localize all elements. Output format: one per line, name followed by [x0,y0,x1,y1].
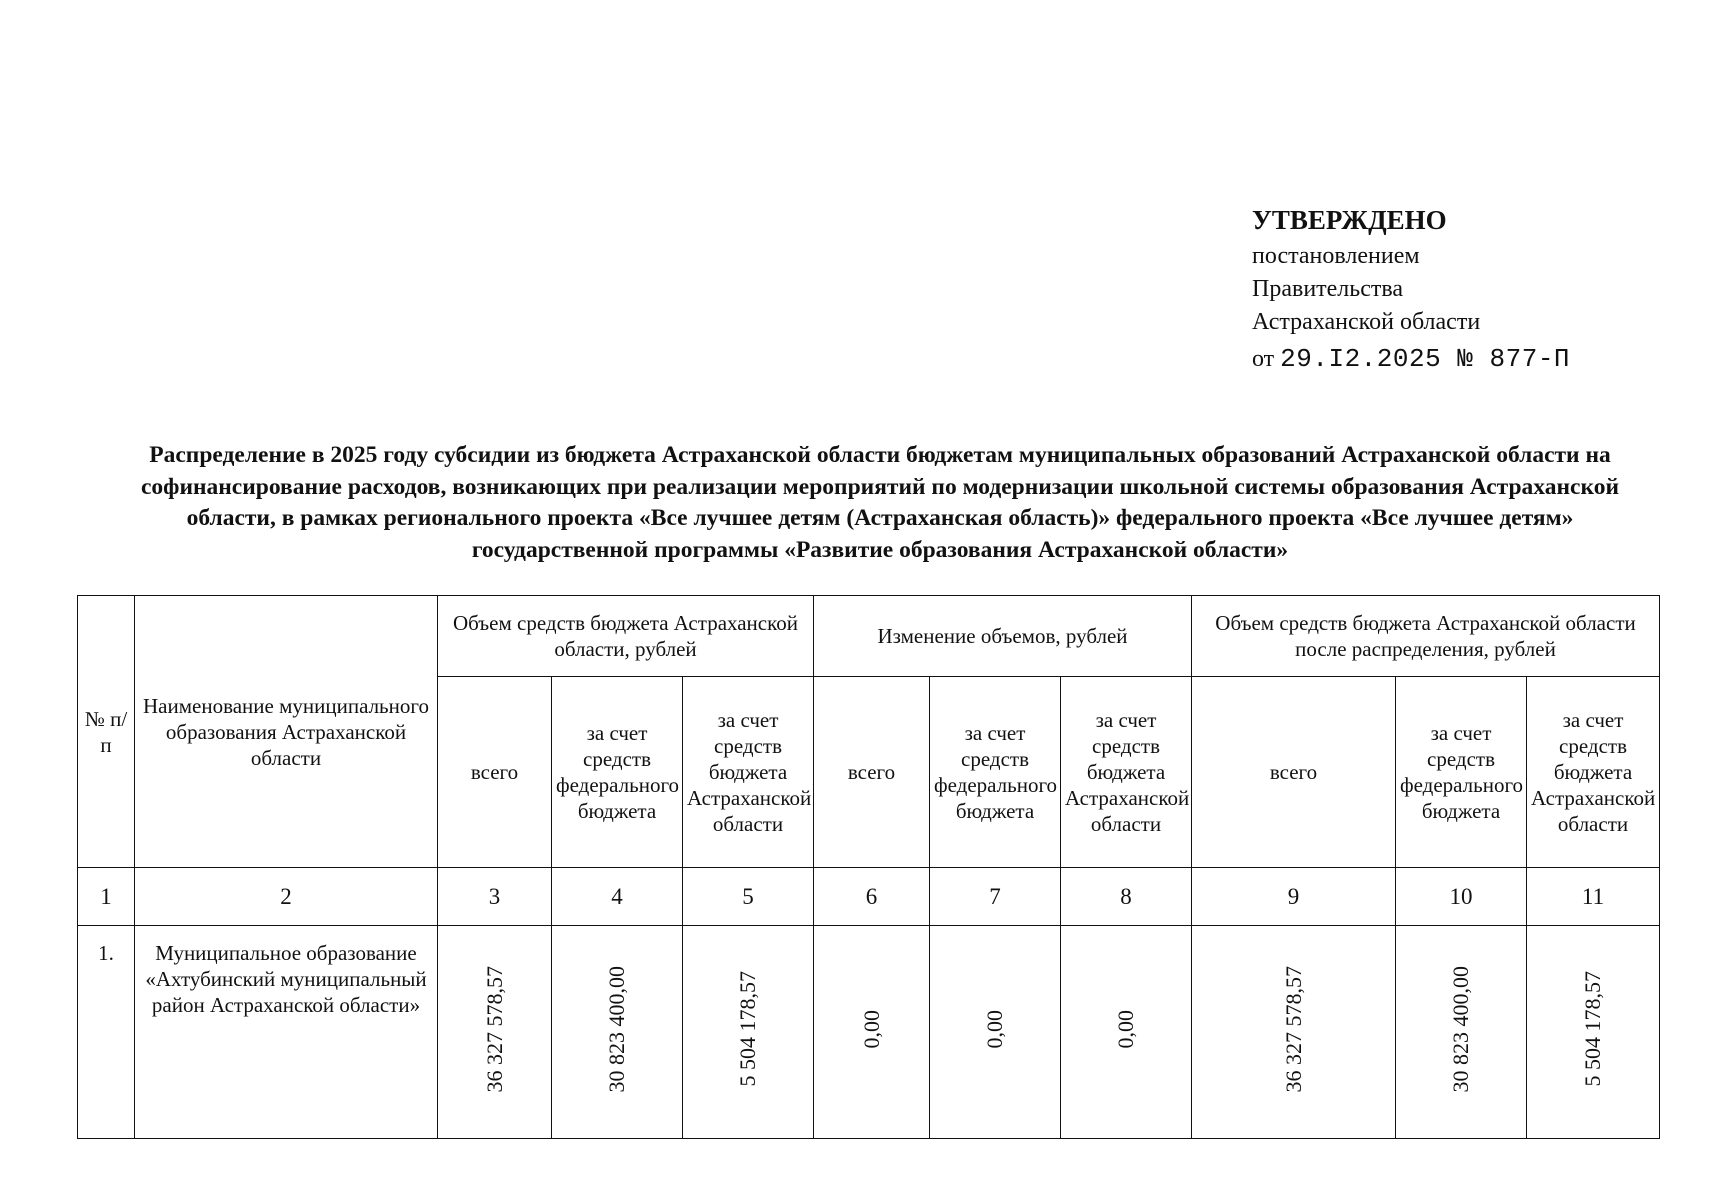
column-number: 10 [1396,868,1527,926]
column-number: 9 [1192,868,1396,926]
column-number: 6 [814,868,930,926]
column-numbers-row [78,868,1660,926]
value-after-federal: 30 823 400,00 [1448,965,1473,1093]
header-group-before: Объем средств бюджета Астраханской области, рублей [438,596,814,677]
approval-block [1252,204,1570,376]
column-number: 4 [552,868,683,926]
approval-stamp: УТВЕРЖДЕНО [1252,205,1447,235]
header-change-federal: за счет средств федерального бюджета [930,677,1061,868]
header-row-groups [78,596,1660,677]
approval-date-line [1252,343,1570,376]
approval-date-number: 29.I2.2025 № 877-П [1280,344,1571,374]
cell-change-total [814,926,930,1139]
cell-before-total [438,926,552,1139]
column-number: 3 [438,868,552,926]
header-group-after: Объем средств бюджета Астраханской области после распределения, рублей [1192,596,1660,677]
header-after-federal: за счет средств федерального бюджета [1396,677,1527,868]
cell-before-regional [683,926,814,1139]
value-change-regional: 0,00 [1113,1009,1138,1049]
header-change-total: всего [814,677,930,868]
column-number: 5 [683,868,814,926]
approval-line-2: Правительства [1252,276,1404,302]
value-before-total: 36 327 578,57 [481,965,507,1093]
header-after-total: всего [1192,677,1396,868]
column-number: 8 [1061,868,1192,926]
approval-date-prefix: от [1252,346,1275,372]
row-index: 1. [78,926,135,1139]
value-after-total: 36 327 578,57 [1280,965,1306,1093]
header-before-total: всего [438,677,552,868]
cell-after-federal [1396,926,1527,1139]
column-number: 1 [78,868,135,926]
header-change-regional: за счет средств бюджета Астраханской области [1061,677,1192,868]
cell-change-regional [1061,926,1192,1139]
column-number: 7 [930,868,1061,926]
column-number: 11 [1527,868,1660,926]
column-number: 2 [135,868,438,926]
approval-line-3: Астраханской области [1252,309,1481,335]
document-title: Распределение в 2025 году субсидии из бюджета Астраханской области бюджетам муниципальных образований Астраханской области на софинансирование расходов, возникающих при реализации мероприятий по модернизации школьной системы образования Астраханской области, в рамках регионального проекта «Все лучшее детям (Астраханская область)» федерального проекта «Все лучшее детям» государственной программы «Развитие образования Астраханской области» [141,442,1619,563]
cell-change-federal [930,926,1061,1139]
value-after-regional: 5 504 178,57 [1580,971,1605,1087]
cell-before-federal [552,926,683,1139]
header-group-change: Изменение объемов, рублей [814,596,1192,677]
value-before-federal: 30 823 400,00 [604,965,629,1093]
value-change-federal: 0,00 [982,1009,1007,1049]
distribution-table [77,595,1660,1139]
cell-after-regional [1527,926,1660,1139]
header-before-federal: за счет средств федерального бюджета [552,677,683,868]
header-index: № п/п [78,596,135,868]
table-row [78,926,1660,1139]
row-municipality-name: Муниципальное образование «Ахтубинский муниципальный район Астраханской области» [135,926,438,1139]
header-after-regional: за счет средств бюджета Астраханской области [1527,677,1660,868]
approval-line-1: постановлением [1252,243,1420,269]
cell-after-total [1192,926,1396,1139]
header-name: Наименование муниципального образования Астраханской области [135,596,438,868]
value-before-regional: 5 504 178,57 [735,971,760,1087]
value-change-total: 0,00 [858,1009,884,1049]
header-before-regional: за счет средств бюджета Астраханской области [683,677,814,868]
